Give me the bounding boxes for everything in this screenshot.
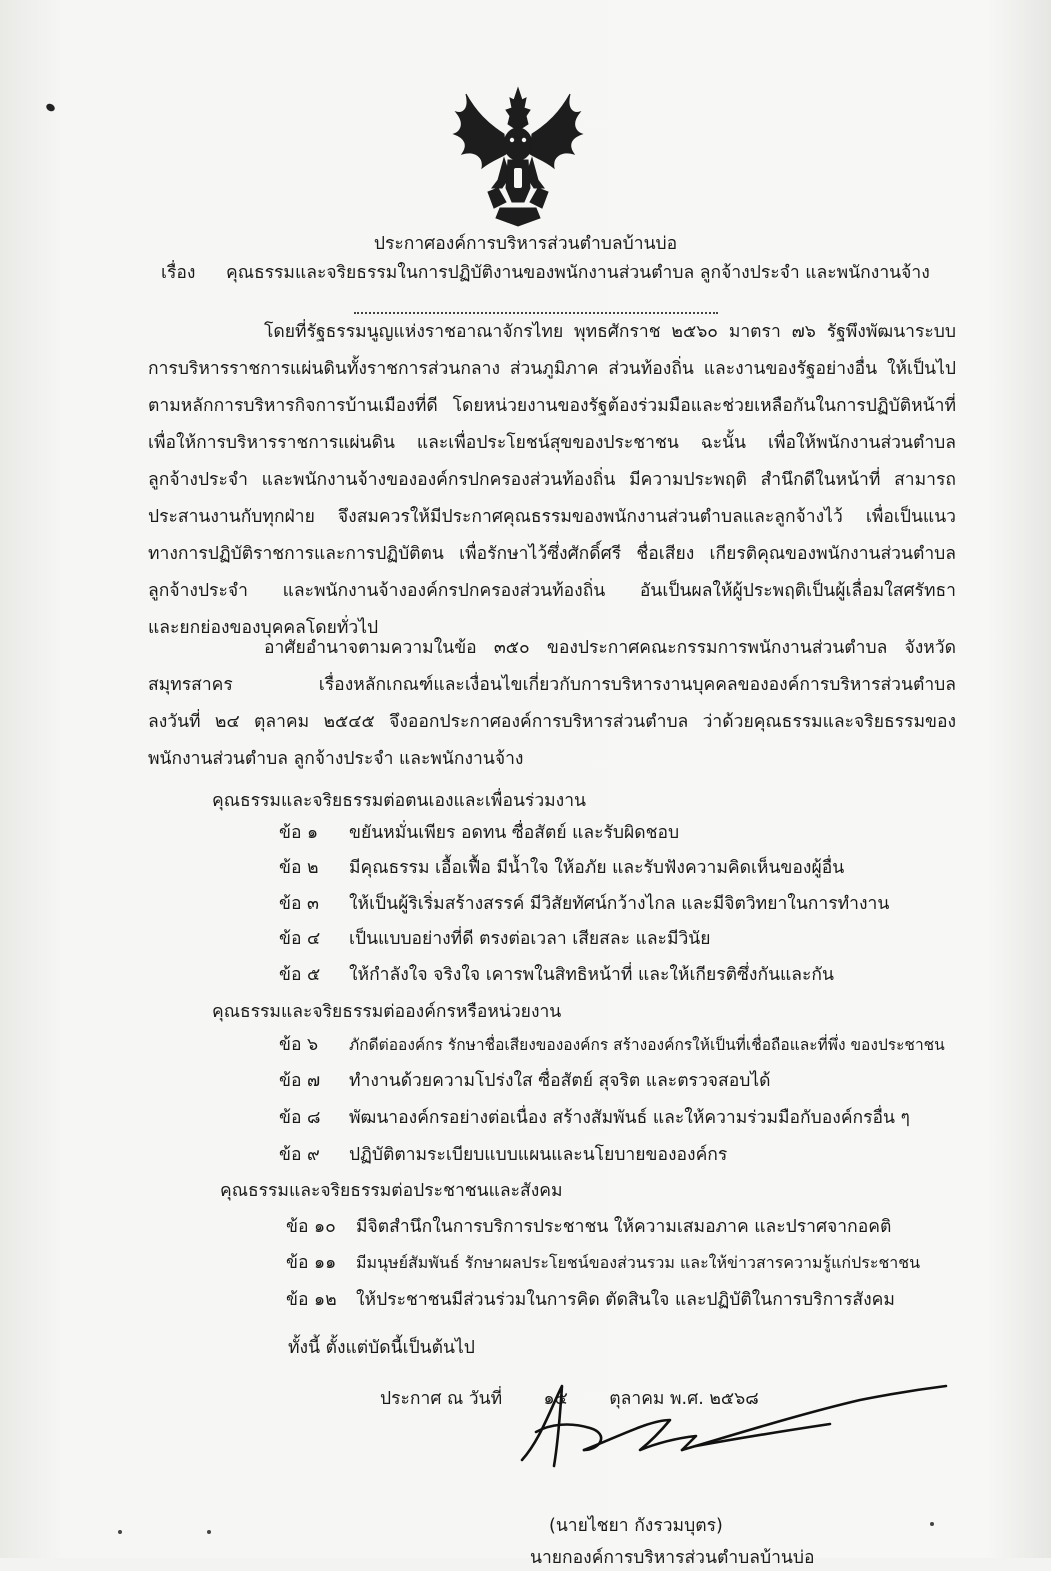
article-text: ขยันหมั่นเพียร อดทน ซื่อสัตย์ และรับผิดชอบ xyxy=(349,823,680,843)
paragraph-line: ประสานงานกับทุกฝ่าย จึงสมควรให้มีประกาศคุณธรรมของพนักงานส่วนตำบลและลูกจ้างไว้ เพื่อเป็นแนว xyxy=(148,507,956,527)
article-number: ข้อ ๓ xyxy=(279,894,319,914)
paragraph-line: ตามหลักการบริหารกิจการบ้านเมืองที่ดี โดยหน่วยงานของรัฐต้องร่วมมือและช่วยเหลือกันในการปฏิบัติหน้าที่ xyxy=(148,396,956,416)
signatory-name: (นายไชยา กังรวมบุตร) xyxy=(549,1516,723,1536)
paragraph-line: การบริหารราชการแผ่นดินทั้งราชการส่วนกลาง ส่วนภูมิภาค ส่วนท้องถิ่น และงานของรัฐอย่างอื่น ให้เป็นไป xyxy=(148,359,956,379)
paragraph-line: และยกย่องของบุคคลโดยทั่วไป xyxy=(148,618,379,638)
article-text: พัฒนาองค์กรอย่างต่อเนื่อง สร้างสัมพันธ์ และให้ความร่วมมือกับองค์กรอื่น ๆ xyxy=(349,1108,910,1128)
paragraph-line: สมุทรสาคร เรื่องหลักเกณฑ์และเงื่อนไขเกี่ยวกับการบริหารงานบุคคลขององค์การบริหารส่วนตำบล xyxy=(148,675,956,695)
article-text: ปฏิบัติตามระเบียบแบบแผนและนโยบายขององค์กร xyxy=(349,1145,728,1165)
handwritten-signature xyxy=(500,1380,960,1490)
article-text: ให้กำลังใจ จริงใจ เคารพในสิทธิหน้าที่ และให้เกียรติซึ่งกันและกัน xyxy=(349,965,834,985)
article-number: ข้อ ๑ xyxy=(279,823,319,843)
paragraph-line: อาศัยอำนาจตามความในข้อ ๓๕๐ ของประกาศคณะกรรมการพนักงานส่วนตำบล จังหวัด xyxy=(264,638,956,658)
section-heading-public: คุณธรรมและจริยธรรมต่อประชาชนและสังคม xyxy=(220,1181,563,1201)
paragraph-preamble xyxy=(148,314,956,647)
paragraph-line: ทางการปฏิบัติราชการและการปฏิบัติตน เพื่อรักษาไว้ซึ่งศักดิ์ศรี ชื่อเสียง เกียรติคุณของพนักงานส่วนตำบล xyxy=(148,544,956,564)
effective-clause: ทั้งนี้ ตั้งแต่บัดนี้เป็นต้นไป xyxy=(288,1338,475,1358)
ink-dot xyxy=(930,1522,934,1526)
subject-label: เรื่อง xyxy=(161,263,196,283)
article-item xyxy=(286,1212,891,1240)
ink-speck xyxy=(45,102,56,113)
paragraph-line: ลูกจ้างประจำ และพนักงานจ้างองค์กรปกครองส่วนท้องถิ่น อันเป็นผลให้ผู้ประพฤติเป็นผู้เลื่อมใสศรัทธา xyxy=(148,581,956,601)
ink-dot xyxy=(207,1530,211,1534)
article-item xyxy=(279,853,844,881)
article-text: ให้เป็นผู้ริเริ่มสร้างสรรค์ มีวิสัยทัศน์กว้างไกล และมีจิตวิทยาในการทำงาน xyxy=(349,894,890,914)
paragraph-line: เพื่อให้การบริหารราชการแผ่นดิน และเพื่อประโยชน์สุขของประชาชน ฉะนั้น เพื่อให้พนักงานส่วนตำบล xyxy=(148,433,956,453)
announced-month-year: ตุลาคม พ.ศ. ๒๕๖๘ xyxy=(609,1389,759,1409)
article-number: ข้อ ๒ xyxy=(279,858,319,878)
article-item xyxy=(279,1103,910,1131)
article-number: ข้อ ๔ xyxy=(279,929,321,949)
signatory-position: นายกองค์การบริหารส่วนตำบลบ้านบ่อ xyxy=(530,1548,815,1568)
article-text: มีจิตสำนึกในการบริการประชาชน ให้ความเสมอภาค และปราศจากอคติ xyxy=(356,1217,892,1237)
article-number: ข้อ ๙ xyxy=(279,1145,320,1165)
section-heading-self: คุณธรรมและจริยธรรมต่อตนเองและเพื่อนร่วมงาน xyxy=(212,791,587,811)
article-item xyxy=(286,1285,895,1313)
section-heading-organization: คุณธรรมและจริยธรรมต่อองค์กรหรือหน่วยงาน xyxy=(212,1002,562,1022)
subject-text: คุณธรรมและจริยธรรมในการปฏิบัติงานของพนักงานส่วนตำบล ลูกจ้างประจำ และพนักงานจ้าง xyxy=(226,263,930,283)
article-number: ข้อ ๖ xyxy=(279,1035,319,1055)
article-item xyxy=(279,960,834,988)
garuda-emblem-icon xyxy=(448,84,588,230)
article-item xyxy=(279,1066,771,1094)
article-item xyxy=(279,818,679,846)
article-number: ข้อ ๗ xyxy=(279,1071,321,1091)
announced-day: ๑๕ xyxy=(543,1389,568,1409)
article-item xyxy=(286,1248,920,1276)
article-text: ภักดีต่อองค์กร รักษาชื่อเสียงขององค์กร สร้างองค์กรให้เป็นที่เชื่อถือและที่พึ่ง ของประชาชน xyxy=(349,1036,945,1054)
article-text: ทำงานด้วยความโปร่งใส ซื่อสัตย์ สุจริต และตรวจสอบได้ xyxy=(349,1071,771,1091)
article-item xyxy=(279,889,889,917)
issuer-title: ประกาศองค์การบริหารส่วนตำบลบ้านบ่อ xyxy=(373,234,678,254)
paragraph-line: ลงวันที่ ๒๔ ตุลาคม ๒๕๔๕ จึงออกประกาศองค์การบริหารส่วนตำบล ว่าด้วยคุณธรรมและจริยธรรมของ xyxy=(148,712,956,732)
article-number: ข้อ ๑๐ xyxy=(286,1217,336,1237)
ink-dot xyxy=(118,1530,122,1534)
article-text: เป็นแบบอย่างที่ดี ตรงต่อเวลา เสียสละ และมีวินัย xyxy=(349,929,711,949)
article-number: ข้อ ๕ xyxy=(279,965,321,985)
paragraph-authority xyxy=(148,630,956,778)
announced-label: ประกาศ ณ วันที่ xyxy=(380,1389,503,1409)
article-number: ข้อ ๑๒ xyxy=(286,1290,337,1310)
article-text: มีคุณธรรม เอื้อเฟื้อ มีน้ำใจ ให้อภัย และรับฟังความคิดเห็นของผู้อื่น xyxy=(349,858,845,878)
article-text: ให้ประชาชนมีส่วนร่วมในการคิด ตัดสินใจ และปฏิบัติในการบริการสังคม xyxy=(356,1290,895,1310)
article-item xyxy=(279,1140,727,1168)
paragraph-line: พนักงานส่วนตำบล ลูกจ้างประจำ และพนักงานจ้าง xyxy=(148,749,524,769)
article-text: มีมนุษย์สัมพันธ์ รักษาผลประโยชน์ของส่วนรวม และให้ข่าวสารความรู้แก่ประชาชน xyxy=(356,1253,921,1272)
article-number: ข้อ ๑๑ xyxy=(286,1253,337,1273)
paragraph-line: โดยที่รัฐธรรมนูญแห่งราชอาณาจักรไทย พุทธศักราช ๒๕๖๐ มาตรา ๗๖ รัฐพึงพัฒนาระบบ xyxy=(264,322,956,342)
article-item xyxy=(279,1030,945,1058)
paragraph-line: ลูกจ้างประจำ และพนักงานจ้างขององค์กรปกครองส่วนท้องถิ่น มีความประพฤติ สำนึกดีในหน้าที่ สามารถ xyxy=(148,470,956,490)
article-number: ข้อ ๘ xyxy=(279,1108,321,1128)
article-item xyxy=(279,924,711,952)
